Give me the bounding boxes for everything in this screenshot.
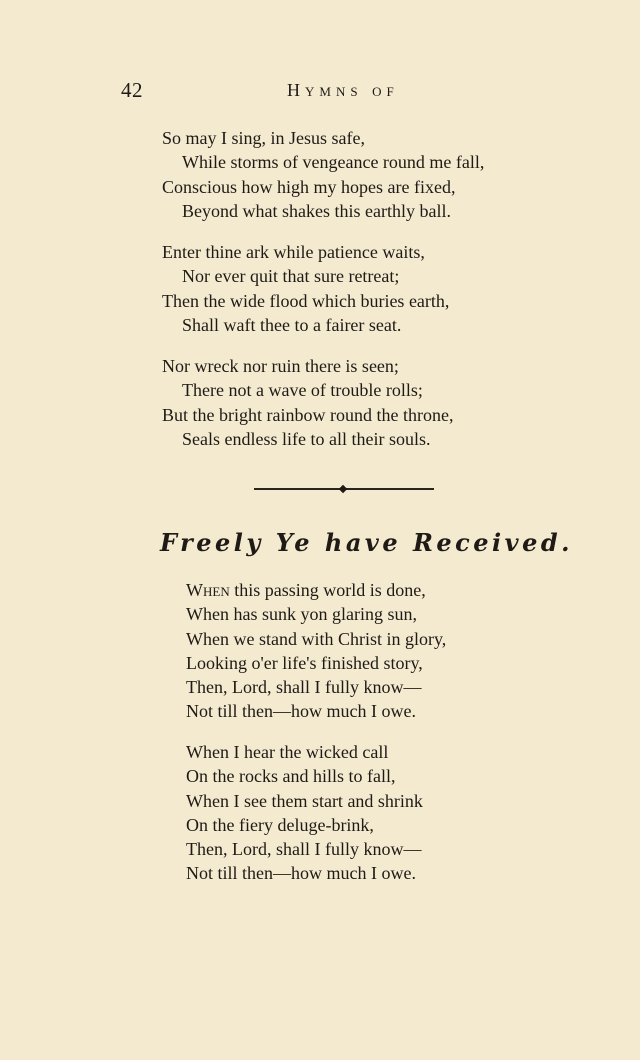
verse-line: While storms of vengeance round me fall, xyxy=(182,152,485,173)
verse-line: Seals endless life to all their souls. xyxy=(182,428,431,449)
verse-line: When we stand with Christ in glory, xyxy=(186,628,447,649)
divider-ornament xyxy=(339,485,347,493)
stanza xyxy=(186,578,446,724)
verse-line: When I see them start and shrink xyxy=(186,790,423,811)
verse-line: When has sunk yon glaring sun, xyxy=(186,604,417,625)
verse-line xyxy=(186,578,446,602)
stanza xyxy=(162,354,453,451)
verse-line: Nor ever quit that sure retreat; xyxy=(182,266,400,287)
verse-line: Beyond what shakes this earthly ball. xyxy=(182,200,451,221)
verse-line: Then, Lord, shall I fully know— xyxy=(186,839,422,860)
verse-line: On the fiery deluge-brink, xyxy=(186,814,374,835)
verse-line: Not till then—how much I owe. xyxy=(186,701,416,722)
verse-line: Then the wide flood which buries earth, xyxy=(162,290,450,311)
verse-line: Enter thine ark while patience waits, xyxy=(162,242,425,262)
stanza xyxy=(162,126,484,223)
verse-line: Nor wreck nor ruin there is seen; xyxy=(162,356,399,376)
stanza xyxy=(186,740,423,886)
verse-line: Shall waft thee to a fairer seat. xyxy=(182,314,402,335)
page-number: 42 xyxy=(121,78,143,102)
verse-line: Conscious how high my hopes are fixed, xyxy=(162,176,456,197)
running-head: Hymns of xyxy=(287,80,399,100)
first-word: When xyxy=(186,580,230,600)
verse-line: So may I sing, in Jesus safe, xyxy=(162,128,365,148)
verse-line: Looking o'er life's finished story, xyxy=(186,652,423,673)
verse-line: There not a wave of trouble rolls; xyxy=(182,380,423,401)
verse-line: But the bright rainbow round the throne, xyxy=(162,404,454,425)
verse-line: When I hear the wicked call xyxy=(186,742,389,762)
verse-line: Not till then—how much I owe. xyxy=(186,863,416,884)
hymn-title: Freely Ye have Received. xyxy=(160,528,574,557)
verse-line: Then, Lord, shall I fully know— xyxy=(186,677,422,698)
stanza xyxy=(162,240,449,337)
verse-line-rest: this passing world is done, xyxy=(229,580,426,600)
verse-line: On the rocks and hills to fall, xyxy=(186,766,396,787)
